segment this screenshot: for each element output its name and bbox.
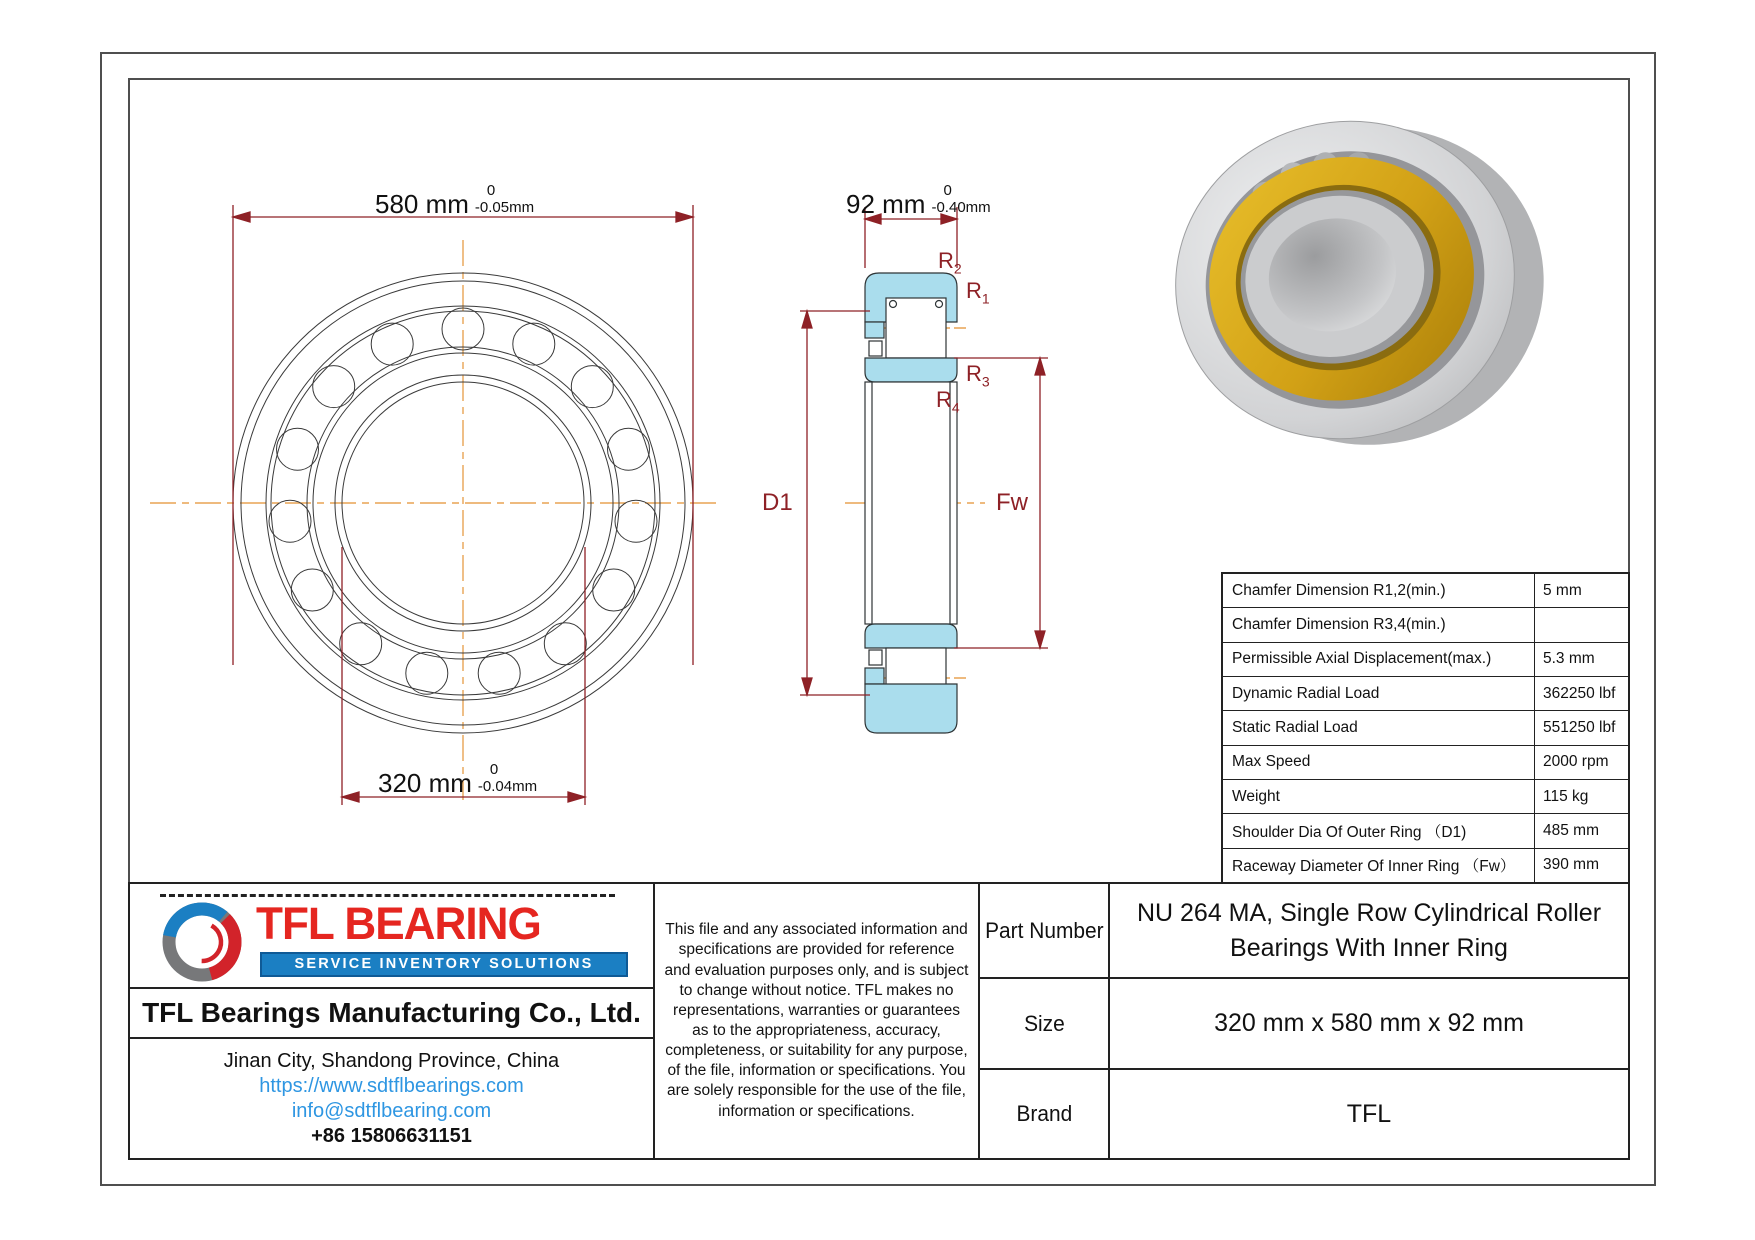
table-row — [1223, 607, 1628, 641]
contact-cell — [130, 1037, 653, 1158]
label-r3: $R_3$ — [966, 361, 990, 390]
table-row — [1223, 745, 1628, 779]
spec-label: Max Speed — [1232, 753, 1311, 771]
size-value-cell — [1108, 977, 1628, 1068]
part-number-label: Part Number — [984, 917, 1104, 943]
dim-od-value: 580 mm — [375, 188, 469, 219]
dim-od-tolerance: 0 -0.05mm — [474, 182, 535, 216]
spec-label: Static Radial Load — [1232, 718, 1358, 736]
part-number-value-cell — [1108, 884, 1628, 977]
company-address: Jinan City, Shandong Province, China — [223, 1049, 560, 1072]
logo-brand-text: TFL BEARING — [256, 898, 541, 949]
disclaimer-text: This file and any associated information and specifications are provided for reference and evaluation purposes only, and is subject to change without notice. TFL makes no representations, warranties or guarantees as to the appropriateness, accuracy, completeness, or suitability for any purpose, of the file, information or specifications. You are solely responsible for the use of the file, information or specifications. — [664, 921, 969, 1120]
part-number-value: NU 264 MA, Single Row Cylindrical Roller Bearings With Inner Ring — [1136, 898, 1602, 962]
spec-label: Shoulder Dia Of Outer Ring （D1) — [1232, 823, 1467, 841]
disclaimer-cell — [653, 884, 978, 1158]
brand-label: Brand — [1016, 1101, 1072, 1126]
label-d1: D1 — [762, 489, 793, 516]
title-block — [128, 882, 1630, 1160]
spec-label: Chamfer Dimension R3,4(min.) — [1232, 615, 1446, 633]
spec-value: 390 mm — [1534, 849, 1628, 882]
section-solids — [865, 273, 957, 733]
spec-value: 5 mm — [1534, 574, 1628, 607]
logo-tagline: SERVICE INVENTORY SOLUTIONS — [260, 952, 628, 977]
label-r2: $R_2$ — [938, 248, 962, 277]
spec-label: Weight — [1232, 787, 1280, 805]
spec-value: 5.3 mm — [1534, 643, 1628, 676]
spec-table — [1221, 572, 1630, 884]
part-number-label-cell — [978, 884, 1108, 977]
spec-value: 551250 lbf — [1534, 711, 1628, 744]
dim-id-value: 320 mm — [378, 767, 472, 798]
company-name: TFL Bearings Manufacturing Co., Ltd. — [142, 997, 641, 1028]
brand-label-cell — [978, 1068, 1108, 1158]
front-view-drawing — [140, 150, 800, 830]
dimension-width — [846, 183, 991, 217]
bearing-photo-group — [1142, 80, 1560, 487]
logo-cell — [130, 884, 653, 987]
spec-value: 115 kg — [1534, 780, 1628, 813]
size-value: 320 mm x 580 mm x 92 mm — [1214, 1009, 1524, 1037]
tfl-logo-icon — [156, 896, 248, 988]
table-row — [1223, 813, 1628, 847]
table-row — [1223, 710, 1628, 744]
dim-width-tolerance: 0 -0.40mm — [931, 182, 991, 216]
spec-label: Raceway Diameter Of Inner Ring （Fw） — [1232, 858, 1516, 876]
bearing-3d-image — [1120, 80, 1560, 490]
brand-value: TFL — [1346, 1099, 1392, 1128]
cross-section-drawing — [735, 150, 1065, 770]
centerlines — [150, 240, 717, 800]
website-link[interactable]: https://www.sdtflbearings.com — [259, 1074, 524, 1097]
table-row — [1223, 848, 1628, 882]
spec-value: 485 mm — [1534, 814, 1628, 847]
spec-label: Chamfer Dimension R1,2(min.) — [1232, 581, 1446, 599]
email-link[interactable]: info@sdtflbearing.com — [291, 1099, 492, 1122]
size-label: Size — [1023, 1010, 1065, 1036]
spec-label: Permissible Axial Displacement(max.) — [1232, 650, 1492, 668]
spec-value — [1534, 608, 1628, 641]
table-row — [1223, 779, 1628, 813]
phone-number: +86 15806631151 — [311, 1124, 472, 1147]
spec-label: Dynamic Radial Load — [1232, 684, 1380, 702]
company-name-cell — [130, 987, 653, 1037]
brand-value-cell — [1108, 1068, 1628, 1158]
dimension-outer-diameter — [375, 183, 534, 217]
table-row — [1223, 574, 1628, 607]
table-row — [1223, 676, 1628, 710]
table-row — [1223, 642, 1628, 676]
spec-value: 362250 lbf — [1534, 677, 1628, 710]
label-r1: $R_1$ — [966, 278, 990, 307]
label-fw: Fw — [996, 489, 1028, 516]
dim-width-value: 92 mm — [846, 188, 926, 219]
dim-id-tolerance: 0 -0.04mm — [477, 761, 538, 795]
label-r4: $R_4$ — [936, 387, 960, 416]
size-label-cell — [978, 977, 1108, 1068]
dimension-bore-diameter — [378, 762, 537, 796]
spec-value: 2000 rpm — [1534, 746, 1628, 779]
